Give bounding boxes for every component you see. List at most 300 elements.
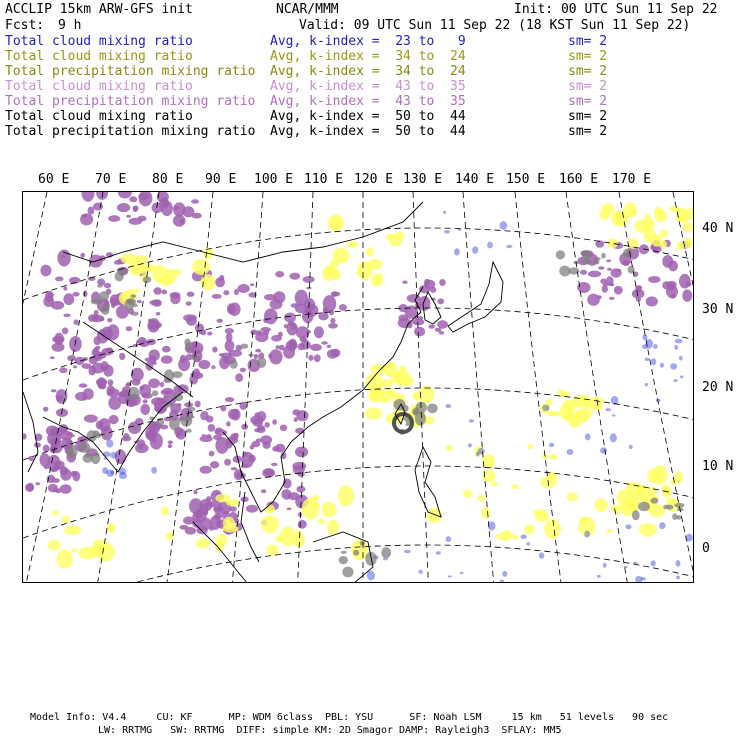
high-cloud-blob [161, 355, 173, 363]
high-cloud-blob [140, 404, 150, 415]
low-cloud-blob [626, 524, 632, 529]
high-cloud-blob [271, 335, 282, 342]
mid-cloud-blob [636, 485, 650, 498]
high-cloud-blob [308, 355, 313, 361]
high-cloud-blob [298, 512, 302, 517]
deep-cloud-blob [556, 250, 565, 259]
deep-cloud-blob [415, 411, 426, 425]
mid-cloud-blob [446, 445, 453, 451]
high-cloud-blob [170, 292, 181, 298]
low-cloud-blob [676, 560, 681, 567]
low-cloud-blob [404, 550, 411, 553]
longitude-label: 70 E [95, 172, 127, 187]
high-cloud-blob [162, 290, 168, 295]
mid-cloud-blob [371, 276, 383, 286]
high-cloud-blob [200, 466, 212, 474]
high-cloud-blob [220, 405, 226, 412]
high-cloud-blob [323, 308, 328, 312]
low-cloud-blob [653, 344, 658, 349]
legend-level-range: Avg, k-index = 34 to 24 [270, 49, 466, 64]
mid-cloud-blob [511, 484, 519, 489]
mid-cloud-blob [371, 364, 386, 375]
longitude-label: 110 E [304, 172, 344, 187]
high-cloud-blob [248, 455, 256, 463]
mid-cloud-blob [643, 218, 655, 230]
high-cloud-blob [75, 392, 87, 401]
deep-cloud-blob [87, 430, 98, 441]
mid-cloud-blob [302, 498, 320, 520]
mid-cloud-blob [351, 539, 368, 560]
high-cloud-blob [328, 323, 338, 329]
deep-cloud-blob [132, 303, 138, 307]
high-cloud-blob [231, 467, 237, 470]
high-cloud-blob [81, 363, 91, 369]
high-cloud-blob [223, 290, 229, 295]
high-cloud-blob [418, 296, 430, 311]
high-cloud-blob [254, 354, 259, 359]
mid-cloud-blob [295, 530, 302, 538]
low-cloud-blob [446, 404, 452, 408]
high-cloud-blob [407, 322, 412, 328]
low-cloud-blob [500, 580, 505, 584]
longitude-line [23, 192, 47, 583]
mid-cloud-blob [386, 234, 395, 241]
high-cloud-blob [111, 302, 116, 308]
mid-cloud-blob [675, 207, 688, 220]
high-cloud-blob [43, 407, 48, 412]
high-cloud-blob [142, 198, 146, 201]
mid-cloud-blob [660, 229, 668, 238]
high-cloud-blob [50, 356, 55, 359]
high-cloud-blob [133, 205, 139, 210]
high-cloud-blob [44, 465, 49, 469]
legend-smoothing: sm= 2 [568, 34, 608, 49]
mid-cloud-blob [365, 408, 382, 420]
high-cloud-blob [257, 411, 266, 422]
high-cloud-blob [126, 215, 131, 218]
low-cloud-blob [448, 575, 452, 577]
low-cloud-blob [584, 531, 590, 538]
high-cloud-blob [264, 469, 274, 476]
low-cloud-blob [676, 576, 680, 580]
longitude-label: 130 E [403, 172, 443, 187]
high-cloud-blob [269, 349, 282, 364]
high-cloud-blob [250, 283, 254, 286]
high-cloud-blob [261, 489, 266, 493]
high-cloud-blob [180, 355, 186, 363]
high-cloud-blob [55, 277, 64, 282]
low-cloud-blob [418, 570, 423, 574]
high-cloud-blob [35, 482, 40, 485]
high-cloud-blob [152, 439, 156, 443]
low-cloud-blob [367, 571, 375, 581]
deep-cloud-blob [164, 396, 168, 398]
high-cloud-blob [119, 353, 125, 360]
high-cloud-blob [211, 365, 215, 369]
model-info-line2: LW: RRTMG SW: RRTMG DIFF: simple KM: 2D Smagor DAMP: Rayleigh3 SFLAY: MM5 [98, 725, 562, 736]
high-cloud-blob [54, 333, 64, 346]
high-cloud-blob [193, 490, 197, 495]
high-cloud-blob [156, 312, 160, 316]
mid-cloud-blob [261, 515, 279, 533]
high-cloud-blob [603, 283, 609, 286]
model-title: ACCLIP 15km ARW-GFS init [5, 2, 193, 17]
low-cloud-blob [680, 375, 684, 378]
legend-smoothing: sm= 2 [568, 49, 608, 64]
high-cloud-blob [611, 268, 622, 277]
high-cloud-blob [297, 486, 306, 493]
high-cloud-blob [51, 469, 55, 472]
high-cloud-blob [226, 421, 231, 426]
legend-level-range: Avg, k-index = 50 to 44 [270, 109, 466, 124]
forecast-hour: 9 h [58, 18, 82, 33]
mid-cloud-blob [192, 259, 210, 275]
high-cloud-blob [398, 315, 408, 322]
deep-cloud-blob [184, 339, 190, 347]
high-cloud-blob [298, 520, 307, 529]
legend-smoothing: sm= 2 [568, 64, 608, 79]
deep-cloud-blob [241, 344, 249, 349]
high-cloud-blob [183, 516, 195, 524]
low-cloud-blob [106, 440, 113, 448]
high-cloud-blob [327, 349, 338, 359]
mid-cloud-blob [463, 490, 473, 498]
low-cloud-blob [659, 522, 665, 529]
high-cloud-blob [264, 294, 276, 300]
high-cloud-blob [82, 192, 95, 202]
high-cloud-blob [609, 297, 615, 300]
high-cloud-blob [288, 492, 300, 500]
high-cloud-blob [148, 378, 160, 388]
deep-cloud-blob [99, 291, 109, 301]
high-cloud-blob [234, 433, 239, 438]
mid-cloud-blob [377, 390, 393, 403]
mid-cloud-blob [391, 392, 398, 399]
high-cloud-blob [207, 332, 212, 336]
high-cloud-blob [331, 291, 338, 297]
mid-cloud-blob [215, 541, 224, 552]
high-cloud-blob [307, 330, 311, 333]
high-cloud-blob [210, 461, 219, 468]
high-cloud-blob [117, 203, 130, 212]
deep-cloud-blob [341, 551, 347, 554]
high-cloud-blob [310, 344, 322, 351]
high-cloud-blob [314, 354, 321, 362]
high-cloud-blob [602, 285, 608, 293]
legend-field-name: Total precipitation mixing ratio [5, 64, 256, 79]
low-cloud-blob [651, 358, 656, 365]
mid-cloud-blob [611, 505, 623, 512]
high-cloud-blob [225, 397, 234, 402]
mid-cloud-blob [649, 505, 665, 517]
high-cloud-blob [279, 345, 285, 351]
legend-level-range: Avg, k-index = 34 to 24 [270, 64, 466, 79]
high-cloud-blob [101, 426, 113, 441]
mid-cloud-blob [357, 261, 373, 280]
mid-cloud-blob [327, 520, 339, 535]
deep-cloud-blob [672, 513, 677, 520]
coastline [415, 447, 441, 517]
high-cloud-blob [107, 318, 112, 322]
deep-cloud-blob [339, 556, 348, 564]
high-cloud-blob [213, 435, 222, 440]
deep-cloud-blob [129, 387, 140, 400]
mid-cloud-blob [391, 372, 404, 383]
mid-cloud-blob [57, 550, 73, 569]
high-cloud-blob [255, 332, 268, 342]
high-cloud-blob [151, 397, 164, 405]
high-cloud-blob [63, 286, 67, 290]
mid-cloud-blob [606, 529, 613, 532]
high-cloud-blob [63, 314, 70, 318]
high-cloud-blob [265, 422, 270, 428]
high-cloud-blob [84, 415, 98, 423]
low-cloud-blob [645, 383, 648, 386]
mid-cloud-blob [607, 238, 618, 248]
mid-cloud-blob [427, 508, 442, 524]
high-cloud-blob [330, 318, 335, 324]
high-cloud-blob [298, 450, 302, 452]
longitude-label: 80 E [152, 172, 184, 187]
low-cloud-blob [460, 572, 464, 574]
high-cloud-blob [287, 322, 298, 335]
low-cloud-blob [502, 571, 507, 577]
high-cloud-blob [195, 401, 201, 408]
mid-cloud-blob [328, 215, 344, 231]
high-cloud-blob [241, 424, 248, 430]
mid-cloud-blob [52, 510, 59, 516]
high-cloud-blob [60, 484, 72, 493]
legend-field-name: Total cloud mixing ratio [5, 49, 193, 64]
deep-cloud-blob [632, 510, 640, 520]
high-cloud-blob [160, 382, 164, 387]
latitude-label: 0 [702, 541, 710, 556]
high-cloud-blob [143, 399, 148, 403]
high-cloud-blob [79, 383, 88, 387]
high-cloud-blob [607, 268, 612, 271]
mid-cloud-blob [48, 540, 61, 551]
low-cloud-blob [585, 433, 591, 440]
high-cloud-blob [219, 275, 224, 281]
high-cloud-blob [648, 276, 660, 283]
high-cloud-blob [264, 308, 278, 324]
high-cloud-blob [74, 319, 79, 325]
low-cloud-blob [469, 419, 474, 422]
high-cloud-blob [162, 346, 171, 353]
deep-cloud-blob [663, 505, 668, 510]
low-cloud-blob [674, 345, 678, 350]
mid-cloud-blob [580, 517, 589, 524]
high-cloud-blob [237, 284, 249, 293]
deep-cloud-blob [187, 407, 196, 412]
deep-cloud-blob [230, 360, 238, 369]
high-cloud-blob [93, 347, 98, 352]
high-cloud-blob [129, 218, 143, 225]
deep-cloud-blob [581, 259, 592, 265]
high-cloud-blob [77, 437, 82, 443]
high-cloud-blob [146, 431, 155, 439]
high-cloud-blob [60, 469, 71, 481]
high-cloud-blob [667, 283, 676, 291]
high-cloud-blob [225, 328, 234, 334]
high-cloud-blob [227, 303, 236, 314]
legend-field-name: Total precipitation mixing ratio [5, 94, 256, 109]
high-cloud-blob [107, 385, 116, 395]
mid-cloud-blob [215, 494, 230, 503]
high-cloud-blob [118, 192, 132, 199]
low-cloud-blob [110, 452, 117, 459]
deep-cloud-blob [130, 294, 136, 298]
mid-cloud-blob [368, 389, 378, 402]
high-cloud-blob [280, 425, 288, 431]
high-cloud-blob [221, 353, 232, 359]
low-cloud-blob [468, 443, 472, 447]
mid-cloud-blob [563, 400, 578, 411]
low-cloud-blob [549, 443, 555, 447]
mid-cloud-blob [318, 519, 325, 525]
deep-cloud-blob [186, 346, 192, 351]
deep-cloud-blob [169, 417, 180, 430]
high-cloud-blob [302, 309, 313, 324]
high-cloud-blob [168, 440, 173, 444]
mid-cloud-blob [275, 536, 283, 543]
high-cloud-blob [271, 463, 278, 466]
high-cloud-blob [662, 255, 673, 268]
mid-cloud-blob [677, 242, 685, 251]
high-cloud-blob [137, 300, 142, 303]
mid-cloud-blob [652, 465, 668, 484]
mid-cloud-blob [65, 525, 81, 535]
mid-cloud-blob [159, 275, 173, 286]
high-cloud-blob [179, 525, 188, 530]
longitude-label: 160 E [559, 172, 599, 187]
high-cloud-blob [51, 389, 57, 392]
high-cloud-blob [402, 281, 407, 284]
high-cloud-blob [682, 289, 692, 301]
mid-cloud-blob [161, 506, 169, 515]
high-cloud-blob [47, 432, 61, 446]
longitude-label: 140 E [455, 172, 495, 187]
deep-cloud-blob [94, 452, 99, 456]
high-cloud-blob [196, 513, 201, 518]
high-cloud-blob [67, 355, 76, 361]
mid-cloud-blob [623, 203, 637, 218]
mid-cloud-blob [481, 507, 490, 519]
deep-cloud-blob [97, 284, 102, 288]
high-cloud-blob [252, 441, 261, 447]
low-cloud-blob [476, 452, 480, 457]
high-cloud-blob [125, 384, 130, 387]
low-cloud-blob [526, 542, 530, 546]
low-cloud-blob [472, 246, 478, 253]
high-cloud-blob [260, 435, 272, 444]
high-cloud-blob [287, 508, 292, 511]
high-cloud-blob [314, 326, 324, 338]
low-cloud-blob [645, 358, 650, 362]
low-cloud-blob [436, 551, 441, 555]
deep-cloud-blob [131, 312, 139, 316]
mid-cloud-blob [544, 519, 561, 539]
high-cloud-blob [54, 461, 65, 470]
weather-map [23, 192, 694, 583]
high-cloud-blob [298, 343, 305, 350]
high-cloud-blob [226, 441, 233, 449]
mid-cloud-blob [666, 497, 674, 504]
mid-cloud-blob [602, 203, 614, 215]
high-cloud-blob [303, 276, 315, 283]
high-cloud-blob [81, 214, 87, 218]
longitude-label: 100 E [254, 172, 294, 187]
high-cloud-blob [204, 510, 209, 516]
mid-cloud-blob [576, 408, 594, 418]
init-time: Init: 00 UTC Sun 11 Sep 22 [514, 2, 718, 17]
low-cloud-blob [521, 535, 527, 539]
high-cloud-blob [228, 409, 239, 420]
legend-field-name: Total cloud mixing ratio [5, 79, 193, 94]
high-cloud-blob [246, 505, 258, 513]
mid-cloud-blob [338, 485, 354, 506]
low-cloud-blob [487, 242, 493, 249]
low-cloud-blob [612, 414, 615, 416]
deep-cloud-blob [650, 498, 658, 504]
low-cloud-blob [454, 248, 460, 255]
map-panel [22, 191, 694, 583]
low-cloud-blob [641, 577, 646, 580]
low-cloud-blob [675, 339, 683, 344]
high-cloud-blob [437, 298, 444, 304]
deep-cloud-blob [79, 442, 91, 453]
high-cloud-blob [215, 428, 222, 433]
high-cloud-blob [104, 283, 111, 288]
low-cloud-blob [603, 563, 607, 568]
high-cloud-blob [192, 213, 202, 219]
deep-cloud-blob [186, 429, 191, 433]
high-cloud-blob [294, 417, 298, 422]
high-cloud-blob [63, 293, 74, 305]
legend-level-range: Avg, k-index = 43 to 35 [270, 79, 466, 94]
high-cloud-blob [272, 419, 277, 425]
high-cloud-blob [73, 292, 80, 297]
high-cloud-blob [580, 270, 587, 275]
mid-cloud-blob [639, 523, 657, 537]
high-cloud-blob [614, 286, 623, 295]
high-cloud-blob [428, 324, 435, 328]
high-cloud-blob [91, 315, 104, 323]
legend-level-range: Avg, k-index = 23 to 9 [270, 34, 466, 49]
longitude-line [566, 192, 628, 583]
high-cloud-blob [217, 319, 223, 323]
high-cloud-blob [212, 294, 222, 299]
mid-cloud-blob [265, 504, 275, 513]
deep-cloud-blob [152, 390, 158, 396]
mid-cloud-blob [644, 228, 656, 243]
high-cloud-blob [23, 433, 27, 439]
high-cloud-blob [40, 265, 51, 277]
high-cloud-blob [122, 436, 132, 441]
latitude-label: 10 N [702, 459, 734, 474]
high-cloud-blob [191, 199, 199, 204]
high-cloud-blob [189, 498, 203, 514]
low-cloud-blob [605, 408, 611, 411]
high-cloud-blob [187, 292, 195, 297]
forecast-label: Fcst: [5, 18, 45, 33]
low-cloud-blob [103, 451, 111, 457]
high-cloud-blob [129, 196, 137, 202]
mid-cloud-blob [366, 247, 374, 257]
low-cloud-blob [673, 379, 678, 382]
model-info-line1: Model Info: V4.4 CU: KF MP: WDM 6class PBL: YSU SF: Noah LSM 15 km 51 levels 90 sec [30, 712, 669, 723]
mid-cloud-blob [92, 539, 108, 551]
